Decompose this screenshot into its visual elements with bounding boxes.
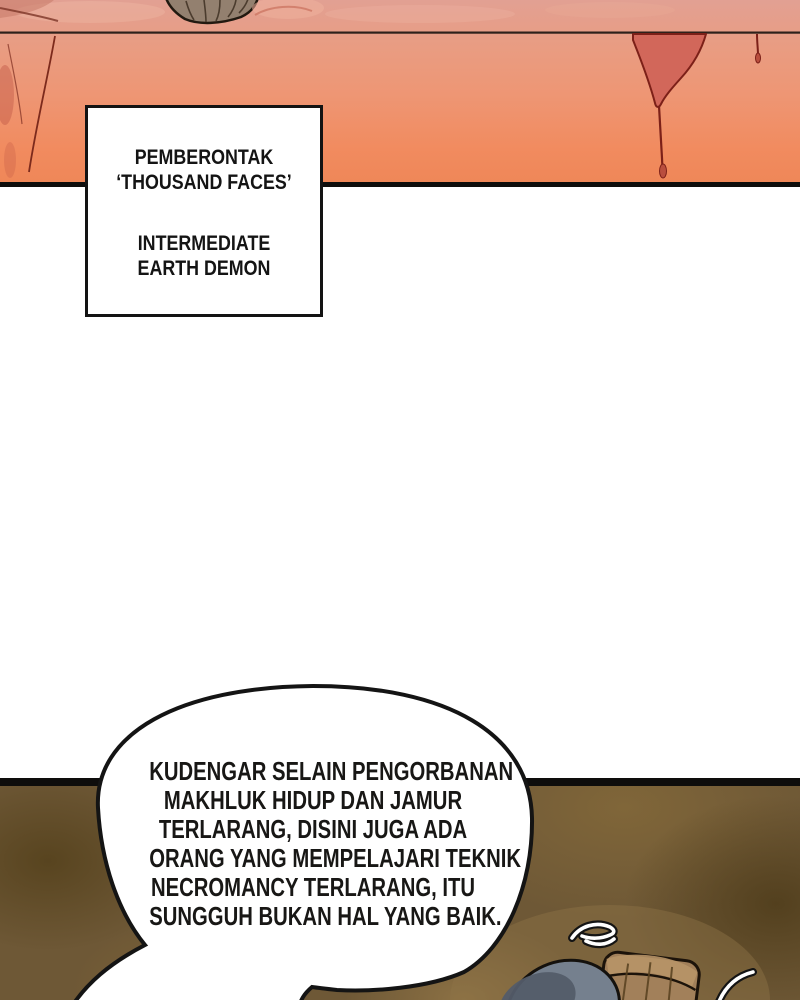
label-line: EARTH DEMON [137, 257, 271, 280]
speech-bubble-text [149, 756, 522, 931]
drip-crack [633, 34, 706, 107]
light-streak [325, 5, 515, 23]
dialog-line: KUDENGAR SELAIN PENGORBANAN [149, 756, 514, 786]
label-rank-group [105, 231, 302, 281]
pink-mound [252, 0, 324, 19]
label-line: ‘THOUSAND FACES’ [116, 171, 292, 194]
crack-line [29, 36, 55, 172]
bundle-object [166, 0, 258, 23]
red-smudge [4, 142, 16, 178]
label-line: PEMBERONTAK [134, 146, 274, 169]
dialog-line: MAKHLUK HIDUP DAN JAMUR [163, 785, 463, 815]
character-label-text [105, 145, 302, 281]
drip-drop [756, 53, 761, 63]
dialog-line: NECROMANCY TERLARANG, ITU [150, 872, 476, 902]
drip-drop [660, 164, 667, 178]
dialog-line: ORANG YANG MEMPELAJARI TEKNIK [149, 843, 522, 873]
drip-line [757, 34, 758, 55]
dialog-line: SUNGGUH BUKAN HAL YANG BAIK. [149, 901, 502, 931]
label-line: INTERMEDIATE [137, 232, 271, 255]
dialog-line: TERLARANG, DISINI JUGA ADA [158, 814, 468, 844]
red-smudge [0, 65, 14, 125]
light-streak [545, 2, 675, 18]
character-label-box [85, 105, 323, 317]
